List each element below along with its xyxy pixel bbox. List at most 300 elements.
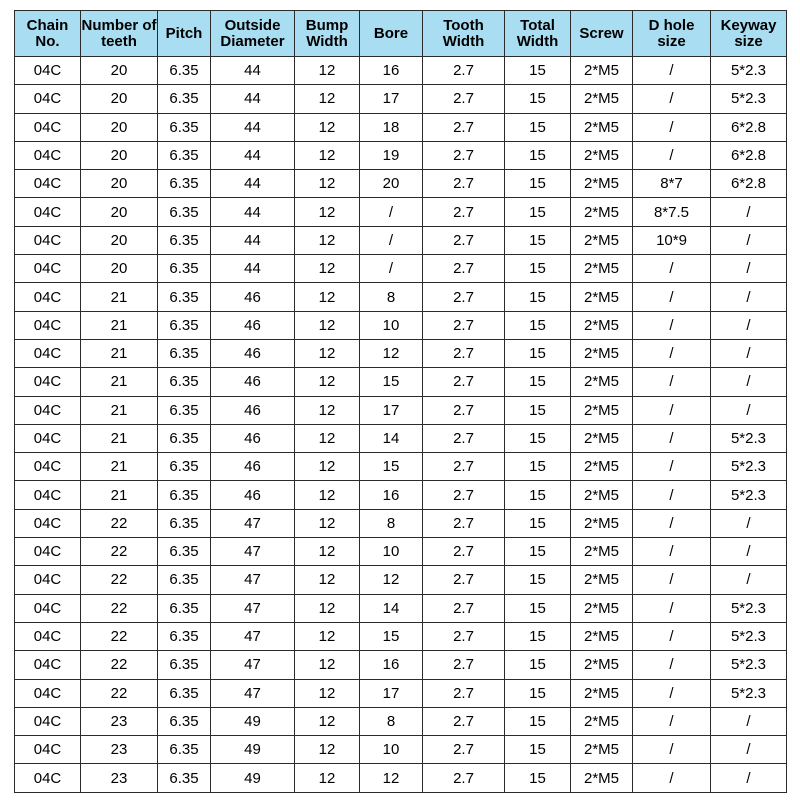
header-chain-no: Chain No.: [15, 11, 81, 57]
cell-total-width: 15: [505, 226, 571, 254]
cell-tooth-width: 2.7: [423, 368, 505, 396]
cell-outside-diameter: 46: [211, 311, 295, 339]
cell-d-hole-size: /: [633, 339, 711, 367]
cell-bore: 8: [360, 283, 423, 311]
table-row: [15, 226, 787, 254]
cell-bump-width: 12: [295, 509, 360, 537]
cell-screw: 2*M5: [571, 339, 633, 367]
cell-total-width: 15: [505, 707, 571, 735]
cell-keyway-size: 6*2.8: [711, 141, 787, 169]
cell-chain-no: 04C: [15, 226, 81, 254]
cell-tooth-width: 2.7: [423, 396, 505, 424]
cell-bump-width: 12: [295, 622, 360, 650]
table-row: [15, 736, 787, 764]
cell-outside-diameter: 44: [211, 226, 295, 254]
cell-number-of-teeth: 23: [81, 764, 158, 792]
cell-outside-diameter: 49: [211, 736, 295, 764]
table-row: [15, 396, 787, 424]
cell-screw: 2*M5: [571, 311, 633, 339]
cell-bump-width: 12: [295, 226, 360, 254]
cell-outside-diameter: 44: [211, 141, 295, 169]
cell-number-of-teeth: 22: [81, 538, 158, 566]
cell-d-hole-size: /: [633, 538, 711, 566]
cell-chain-no: 04C: [15, 339, 81, 367]
table-row: [15, 368, 787, 396]
cell-outside-diameter: 47: [211, 594, 295, 622]
cell-bump-width: 12: [295, 481, 360, 509]
cell-bump-width: 12: [295, 424, 360, 452]
cell-number-of-teeth: 20: [81, 57, 158, 85]
cell-number-of-teeth: 23: [81, 707, 158, 735]
cell-number-of-teeth: 21: [81, 396, 158, 424]
cell-keyway-size: 6*2.8: [711, 170, 787, 198]
cell-outside-diameter: 44: [211, 57, 295, 85]
cell-screw: 2*M5: [571, 651, 633, 679]
cell-outside-diameter: 44: [211, 85, 295, 113]
table-row: [15, 679, 787, 707]
table-row: [15, 538, 787, 566]
cell-bump-width: 12: [295, 594, 360, 622]
cell-chain-no: 04C: [15, 651, 81, 679]
table-row: [15, 481, 787, 509]
cell-keyway-size: 5*2.3: [711, 622, 787, 650]
cell-chain-no: 04C: [15, 509, 81, 537]
table-row: [15, 764, 787, 792]
cell-bore: 16: [360, 57, 423, 85]
cell-pitch: 6.35: [158, 453, 211, 481]
cell-pitch: 6.35: [158, 481, 211, 509]
header-screw: Screw: [571, 11, 633, 57]
table-row: [15, 255, 787, 283]
cell-d-hole-size: /: [633, 736, 711, 764]
cell-tooth-width: 2.7: [423, 566, 505, 594]
cell-total-width: 15: [505, 566, 571, 594]
cell-chain-no: 04C: [15, 736, 81, 764]
cell-screw: 2*M5: [571, 594, 633, 622]
cell-d-hole-size: /: [633, 764, 711, 792]
cell-bump-width: 12: [295, 707, 360, 735]
cell-bore: /: [360, 198, 423, 226]
header-number-of-teeth: Number of teeth: [81, 11, 158, 57]
cell-d-hole-size: /: [633, 311, 711, 339]
cell-keyway-size: /: [711, 226, 787, 254]
cell-bump-width: 12: [295, 764, 360, 792]
cell-number-of-teeth: 23: [81, 736, 158, 764]
cell-total-width: 15: [505, 594, 571, 622]
cell-pitch: 6.35: [158, 764, 211, 792]
table-row: [15, 141, 787, 169]
cell-total-width: 15: [505, 339, 571, 367]
cell-d-hole-size: /: [633, 424, 711, 452]
cell-number-of-teeth: 21: [81, 283, 158, 311]
cell-keyway-size: /: [711, 509, 787, 537]
cell-keyway-size: 5*2.3: [711, 453, 787, 481]
cell-pitch: 6.35: [158, 566, 211, 594]
cell-bump-width: 12: [295, 538, 360, 566]
cell-total-width: 15: [505, 424, 571, 452]
cell-total-width: 15: [505, 622, 571, 650]
cell-total-width: 15: [505, 764, 571, 792]
cell-chain-no: 04C: [15, 85, 81, 113]
cell-number-of-teeth: 21: [81, 339, 158, 367]
cell-bump-width: 12: [295, 198, 360, 226]
cell-screw: 2*M5: [571, 566, 633, 594]
cell-keyway-size: /: [711, 368, 787, 396]
cell-screw: 2*M5: [571, 764, 633, 792]
header-bump-width: Bump Width: [295, 11, 360, 57]
cell-d-hole-size: /: [633, 594, 711, 622]
cell-screw: 2*M5: [571, 481, 633, 509]
cell-pitch: 6.35: [158, 57, 211, 85]
cell-pitch: 6.35: [158, 679, 211, 707]
cell-bump-width: 12: [295, 453, 360, 481]
cell-total-width: 15: [505, 481, 571, 509]
cell-bore: 20: [360, 170, 423, 198]
cell-outside-diameter: 47: [211, 538, 295, 566]
table-row: [15, 113, 787, 141]
cell-chain-no: 04C: [15, 113, 81, 141]
header-d-hole-size: D hole size: [633, 11, 711, 57]
cell-bump-width: 12: [295, 339, 360, 367]
cell-pitch: 6.35: [158, 594, 211, 622]
cell-bump-width: 12: [295, 57, 360, 85]
cell-keyway-size: 5*2.3: [711, 85, 787, 113]
cell-tooth-width: 2.7: [423, 736, 505, 764]
cell-bore: 17: [360, 679, 423, 707]
cell-bore: 10: [360, 538, 423, 566]
cell-tooth-width: 2.7: [423, 481, 505, 509]
cell-keyway-size: /: [711, 396, 787, 424]
cell-outside-diameter: 49: [211, 764, 295, 792]
cell-tooth-width: 2.7: [423, 85, 505, 113]
cell-outside-diameter: 46: [211, 368, 295, 396]
cell-total-width: 15: [505, 679, 571, 707]
cell-number-of-teeth: 20: [81, 226, 158, 254]
cell-bore: 18: [360, 113, 423, 141]
cell-number-of-teeth: 21: [81, 481, 158, 509]
table-row: [15, 622, 787, 650]
cell-d-hole-size: /: [633, 622, 711, 650]
cell-keyway-size: /: [711, 198, 787, 226]
cell-outside-diameter: 44: [211, 113, 295, 141]
cell-d-hole-size: /: [633, 707, 711, 735]
cell-d-hole-size: /: [633, 57, 711, 85]
cell-pitch: 6.35: [158, 396, 211, 424]
cell-d-hole-size: /: [633, 141, 711, 169]
cell-total-width: 15: [505, 85, 571, 113]
cell-outside-diameter: 44: [211, 198, 295, 226]
cell-keyway-size: /: [711, 255, 787, 283]
cell-bore: 10: [360, 311, 423, 339]
cell-total-width: 15: [505, 453, 571, 481]
cell-screw: 2*M5: [571, 509, 633, 537]
cell-screw: 2*M5: [571, 170, 633, 198]
table-row: [15, 57, 787, 85]
cell-pitch: 6.35: [158, 113, 211, 141]
cell-bore: 15: [360, 368, 423, 396]
cell-tooth-width: 2.7: [423, 339, 505, 367]
cell-chain-no: 04C: [15, 622, 81, 650]
cell-outside-diameter: 47: [211, 679, 295, 707]
cell-pitch: 6.35: [158, 141, 211, 169]
cell-tooth-width: 2.7: [423, 764, 505, 792]
header-tooth-width: Tooth Width: [423, 11, 505, 57]
cell-bump-width: 12: [295, 368, 360, 396]
cell-bore: 14: [360, 594, 423, 622]
cell-pitch: 6.35: [158, 424, 211, 452]
cell-screw: 2*M5: [571, 707, 633, 735]
cell-keyway-size: 5*2.3: [711, 651, 787, 679]
cell-number-of-teeth: 21: [81, 311, 158, 339]
cell-bump-width: 12: [295, 736, 360, 764]
cell-screw: 2*M5: [571, 85, 633, 113]
cell-pitch: 6.35: [158, 736, 211, 764]
cell-tooth-width: 2.7: [423, 424, 505, 452]
cell-tooth-width: 2.7: [423, 707, 505, 735]
cell-keyway-size: /: [711, 736, 787, 764]
cell-bore: 17: [360, 85, 423, 113]
cell-keyway-size: 5*2.3: [711, 594, 787, 622]
cell-tooth-width: 2.7: [423, 141, 505, 169]
cell-d-hole-size: /: [633, 113, 711, 141]
cell-tooth-width: 2.7: [423, 57, 505, 85]
cell-outside-diameter: 46: [211, 481, 295, 509]
cell-bump-width: 12: [295, 141, 360, 169]
table-row: [15, 311, 787, 339]
cell-tooth-width: 2.7: [423, 622, 505, 650]
cell-d-hole-size: /: [633, 509, 711, 537]
cell-screw: 2*M5: [571, 283, 633, 311]
cell-total-width: 15: [505, 170, 571, 198]
cell-pitch: 6.35: [158, 707, 211, 735]
cell-total-width: 15: [505, 141, 571, 169]
cell-pitch: 6.35: [158, 538, 211, 566]
cell-total-width: 15: [505, 651, 571, 679]
cell-pitch: 6.35: [158, 339, 211, 367]
table-row: [15, 651, 787, 679]
cell-bump-width: 12: [295, 170, 360, 198]
cell-bore: 10: [360, 736, 423, 764]
cell-bump-width: 12: [295, 113, 360, 141]
cell-bore: /: [360, 255, 423, 283]
cell-bump-width: 12: [295, 85, 360, 113]
header-keyway-size: Keyway size: [711, 11, 787, 57]
cell-pitch: 6.35: [158, 170, 211, 198]
cell-screw: 2*M5: [571, 453, 633, 481]
cell-keyway-size: /: [711, 538, 787, 566]
cell-chain-no: 04C: [15, 198, 81, 226]
cell-total-width: 15: [505, 57, 571, 85]
cell-chain-no: 04C: [15, 594, 81, 622]
cell-screw: 2*M5: [571, 736, 633, 764]
cell-keyway-size: /: [711, 707, 787, 735]
cell-keyway-size: /: [711, 764, 787, 792]
table-row: [15, 424, 787, 452]
cell-screw: 2*M5: [571, 141, 633, 169]
table-row: [15, 453, 787, 481]
cell-number-of-teeth: 22: [81, 651, 158, 679]
cell-bore: 8: [360, 707, 423, 735]
cell-bore: 19: [360, 141, 423, 169]
cell-screw: 2*M5: [571, 113, 633, 141]
cell-outside-diameter: 46: [211, 283, 295, 311]
cell-d-hole-size: /: [633, 396, 711, 424]
cell-chain-no: 04C: [15, 57, 81, 85]
header-pitch: Pitch: [158, 11, 211, 57]
table-row: [15, 170, 787, 198]
cell-bump-width: 12: [295, 283, 360, 311]
cell-tooth-width: 2.7: [423, 453, 505, 481]
cell-number-of-teeth: 20: [81, 85, 158, 113]
cell-chain-no: 04C: [15, 170, 81, 198]
cell-number-of-teeth: 21: [81, 453, 158, 481]
cell-d-hole-size: /: [633, 651, 711, 679]
cell-d-hole-size: /: [633, 255, 711, 283]
cell-d-hole-size: 10*9: [633, 226, 711, 254]
cell-screw: 2*M5: [571, 622, 633, 650]
cell-outside-diameter: 46: [211, 424, 295, 452]
cell-keyway-size: 6*2.8: [711, 113, 787, 141]
cell-total-width: 15: [505, 396, 571, 424]
cell-bump-width: 12: [295, 679, 360, 707]
cell-keyway-size: /: [711, 283, 787, 311]
cell-total-width: 15: [505, 198, 571, 226]
cell-number-of-teeth: 20: [81, 198, 158, 226]
cell-pitch: 6.35: [158, 198, 211, 226]
table-row: [15, 339, 787, 367]
table-row: [15, 594, 787, 622]
cell-pitch: 6.35: [158, 622, 211, 650]
cell-number-of-teeth: 21: [81, 368, 158, 396]
cell-pitch: 6.35: [158, 255, 211, 283]
cell-chain-no: 04C: [15, 764, 81, 792]
cell-number-of-teeth: 22: [81, 594, 158, 622]
cell-bump-width: 12: [295, 255, 360, 283]
cell-d-hole-size: /: [633, 566, 711, 594]
cell-d-hole-size: /: [633, 368, 711, 396]
cell-chain-no: 04C: [15, 141, 81, 169]
table-row: [15, 198, 787, 226]
cell-pitch: 6.35: [158, 368, 211, 396]
cell-tooth-width: 2.7: [423, 283, 505, 311]
cell-keyway-size: 5*2.3: [711, 57, 787, 85]
cell-outside-diameter: 46: [211, 339, 295, 367]
cell-screw: 2*M5: [571, 538, 633, 566]
cell-keyway-size: 5*2.3: [711, 481, 787, 509]
cell-pitch: 6.35: [158, 509, 211, 537]
cell-bump-width: 12: [295, 396, 360, 424]
cell-bump-width: 12: [295, 311, 360, 339]
table-row: [15, 509, 787, 537]
cell-bore: 15: [360, 453, 423, 481]
cell-number-of-teeth: 20: [81, 255, 158, 283]
cell-screw: 2*M5: [571, 424, 633, 452]
cell-screw: 2*M5: [571, 198, 633, 226]
cell-outside-diameter: 46: [211, 453, 295, 481]
cell-chain-no: 04C: [15, 566, 81, 594]
cell-pitch: 6.35: [158, 226, 211, 254]
cell-outside-diameter: 49: [211, 707, 295, 735]
cell-chain-no: 04C: [15, 679, 81, 707]
cell-tooth-width: 2.7: [423, 226, 505, 254]
cell-chain-no: 04C: [15, 538, 81, 566]
cell-keyway-size: 5*2.3: [711, 424, 787, 452]
cell-total-width: 15: [505, 538, 571, 566]
cell-d-hole-size: 8*7: [633, 170, 711, 198]
cell-screw: 2*M5: [571, 679, 633, 707]
cell-tooth-width: 2.7: [423, 198, 505, 226]
cell-chain-no: 04C: [15, 255, 81, 283]
cell-screw: 2*M5: [571, 368, 633, 396]
cell-bore: 12: [360, 566, 423, 594]
header-total-width: Total Width: [505, 11, 571, 57]
cell-bore: 12: [360, 764, 423, 792]
cell-tooth-width: 2.7: [423, 255, 505, 283]
cell-screw: 2*M5: [571, 396, 633, 424]
cell-d-hole-size: /: [633, 481, 711, 509]
cell-chain-no: 04C: [15, 368, 81, 396]
cell-bore: 8: [360, 509, 423, 537]
cell-pitch: 6.35: [158, 283, 211, 311]
cell-outside-diameter: 46: [211, 396, 295, 424]
cell-outside-diameter: 47: [211, 651, 295, 679]
cell-bore: /: [360, 226, 423, 254]
cell-tooth-width: 2.7: [423, 594, 505, 622]
cell-number-of-teeth: 20: [81, 170, 158, 198]
cell-keyway-size: 5*2.3: [711, 679, 787, 707]
cell-d-hole-size: /: [633, 453, 711, 481]
sprocket-spec-table: [14, 10, 787, 793]
cell-bore: 16: [360, 651, 423, 679]
cell-outside-diameter: 44: [211, 170, 295, 198]
cell-bump-width: 12: [295, 651, 360, 679]
cell-pitch: 6.35: [158, 651, 211, 679]
table-body: [15, 57, 787, 793]
cell-bore: 12: [360, 339, 423, 367]
cell-chain-no: 04C: [15, 424, 81, 452]
cell-bump-width: 12: [295, 566, 360, 594]
cell-number-of-teeth: 22: [81, 566, 158, 594]
cell-d-hole-size: /: [633, 283, 711, 311]
header-bore: Bore: [360, 11, 423, 57]
table-row: [15, 283, 787, 311]
cell-total-width: 15: [505, 255, 571, 283]
cell-pitch: 6.35: [158, 85, 211, 113]
cell-tooth-width: 2.7: [423, 113, 505, 141]
cell-number-of-teeth: 21: [81, 424, 158, 452]
cell-d-hole-size: /: [633, 85, 711, 113]
cell-number-of-teeth: 20: [81, 141, 158, 169]
cell-tooth-width: 2.7: [423, 538, 505, 566]
header-outside-diameter: Outside Diameter: [211, 11, 295, 57]
cell-number-of-teeth: 22: [81, 622, 158, 650]
cell-tooth-width: 2.7: [423, 311, 505, 339]
table-header: [15, 11, 787, 57]
cell-total-width: 15: [505, 736, 571, 764]
cell-outside-diameter: 47: [211, 509, 295, 537]
cell-bore: 14: [360, 424, 423, 452]
cell-total-width: 15: [505, 283, 571, 311]
cell-screw: 2*M5: [571, 57, 633, 85]
cell-chain-no: 04C: [15, 481, 81, 509]
cell-total-width: 15: [505, 509, 571, 537]
cell-tooth-width: 2.7: [423, 509, 505, 537]
cell-chain-no: 04C: [15, 707, 81, 735]
cell-chain-no: 04C: [15, 453, 81, 481]
cell-pitch: 6.35: [158, 311, 211, 339]
cell-number-of-teeth: 22: [81, 509, 158, 537]
table-row: [15, 85, 787, 113]
